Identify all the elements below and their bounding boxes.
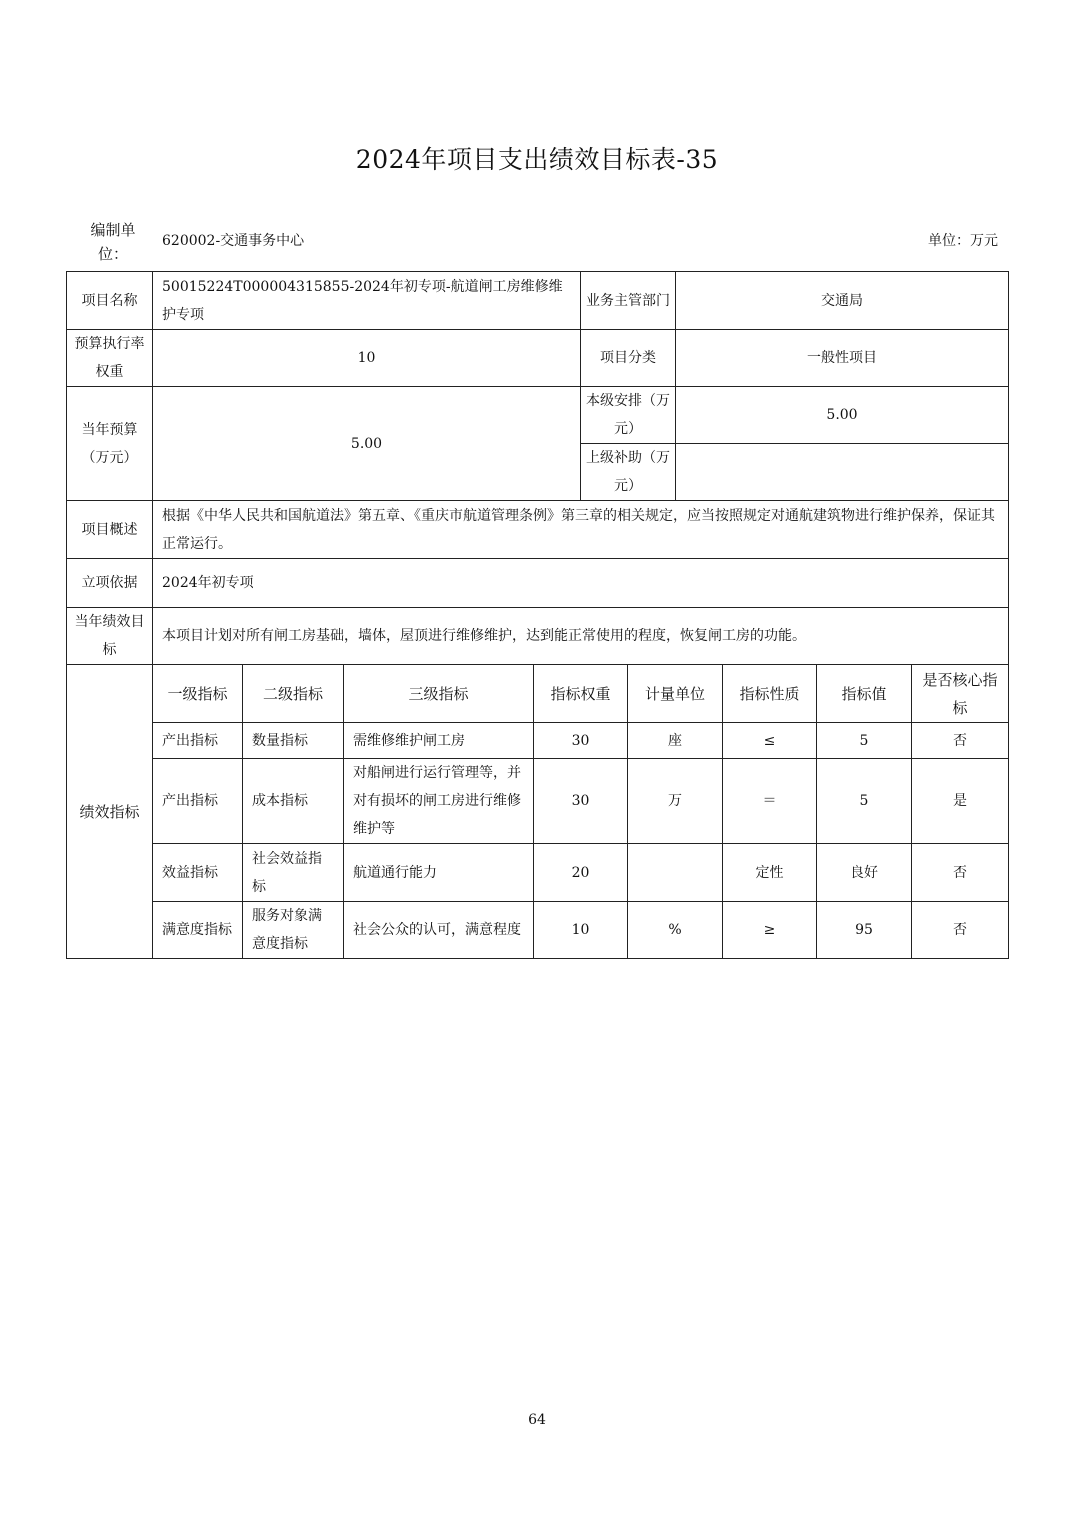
column-header: 指标性质 (723, 665, 817, 723)
level2-cell: 成本指标 (243, 759, 344, 844)
project-name: 50015224T000004315855-2024年初专项-航道闸工房维修维护专项 (153, 272, 581, 330)
unit-cell: 万 (628, 759, 723, 844)
unit-cell (628, 844, 723, 902)
overview-label: 项目概述 (67, 501, 153, 559)
project-name-label: 项目名称 (67, 272, 153, 330)
nature-cell: ≥ (723, 902, 817, 959)
performance-table (66, 664, 1009, 959)
weight-label: 预算执行率权重 (67, 330, 153, 387)
value-cell: 5 (817, 759, 912, 844)
unit-row (66, 214, 1008, 270)
unit-value: 620002-交通事务中心 (162, 233, 305, 249)
table-row (67, 902, 1009, 959)
weight-value: 10 (153, 330, 581, 387)
table-row (67, 723, 1009, 759)
value-cell: 5 (817, 723, 912, 759)
performance-label: 绩效指标 (67, 665, 153, 959)
column-header: 二级指标 (243, 665, 344, 723)
nature-cell: 定性 (723, 844, 817, 902)
column-header: 三级指标 (344, 665, 534, 723)
goal-text: 本项目计划对所有闸工房基础，墙体，屋顶进行维修维护，达到能正常使用的程度，恢复闸工房的功能。 (153, 608, 1009, 665)
upper-value (676, 444, 1009, 501)
level2-cell: 社会效益指标 (243, 844, 344, 902)
nature-cell: ≤ (723, 723, 817, 759)
basis-label: 立项依据 (67, 559, 153, 608)
level3-cell: 对船闸进行运行管理等，并对有损坏的闸工房进行维修维护等 (344, 759, 534, 844)
weight-cell: 30 (534, 723, 628, 759)
level1-cell: 满意度指标 (153, 902, 243, 959)
local-value: 5.00 (676, 387, 1009, 444)
category-value: 一般性项目 (676, 330, 1009, 387)
basis-text: 2024年初专项 (153, 559, 1009, 608)
level1-cell: 效益指标 (153, 844, 243, 902)
project-info-table (66, 271, 1009, 665)
level2-cell: 服务对象满意度指标 (243, 902, 344, 959)
upper-label: 上级补助（万元） (581, 444, 676, 501)
currency-unit: 单位：万元 (928, 233, 998, 249)
core-cell: 是 (912, 759, 1009, 844)
unit-label: 编制单位： (90, 221, 136, 263)
page-title: 2024年项目支出绩效目标表-35 (355, 145, 719, 174)
core-cell: 否 (912, 902, 1009, 959)
local-label: 本级安排（万元） (581, 387, 676, 444)
budget-label: 当年预算（万元） (67, 387, 153, 501)
core-cell: 否 (912, 844, 1009, 902)
table-row (67, 759, 1009, 844)
unit-cell: 座 (628, 723, 723, 759)
value-cell: 良好 (817, 844, 912, 902)
overview-text: 根据《中华人民共和国航道法》第五章、《重庆市航道管理条例》第三章的相关规定，应当按照规定对通航建筑物进行维护保养，保证其正常运行。 (153, 501, 1009, 559)
budget-value: 5.00 (153, 387, 581, 501)
table-row (67, 844, 1009, 902)
weight-cell: 30 (534, 759, 628, 844)
department: 交通局 (676, 272, 1009, 330)
column-header: 一级指标 (153, 665, 243, 723)
weight-cell: 20 (534, 844, 628, 902)
department-label: 业务主管部门 (581, 272, 676, 330)
unit-cell: % (628, 902, 723, 959)
level1-cell: 产出指标 (153, 759, 243, 844)
page-number: 64 (528, 1412, 546, 1428)
column-header: 指标值 (817, 665, 912, 723)
level3-cell: 需维修维护闸工房 (344, 723, 534, 759)
goal-label: 当年绩效目标 (67, 608, 153, 665)
column-header: 是否核心指标 (912, 665, 1009, 723)
level3-cell: 航道通行能力 (344, 844, 534, 902)
value-cell: 95 (817, 902, 912, 959)
weight-cell: 10 (534, 902, 628, 959)
core-cell: 否 (912, 723, 1009, 759)
column-header: 指标权重 (534, 665, 628, 723)
level1-cell: 产出指标 (153, 723, 243, 759)
level3-cell: 社会公众的认可，满意程度 (344, 902, 534, 959)
nature-cell: ＝ (723, 759, 817, 844)
column-header: 计量单位 (628, 665, 723, 723)
level2-cell: 数量指标 (243, 723, 344, 759)
category-label: 项目分类 (581, 330, 676, 387)
